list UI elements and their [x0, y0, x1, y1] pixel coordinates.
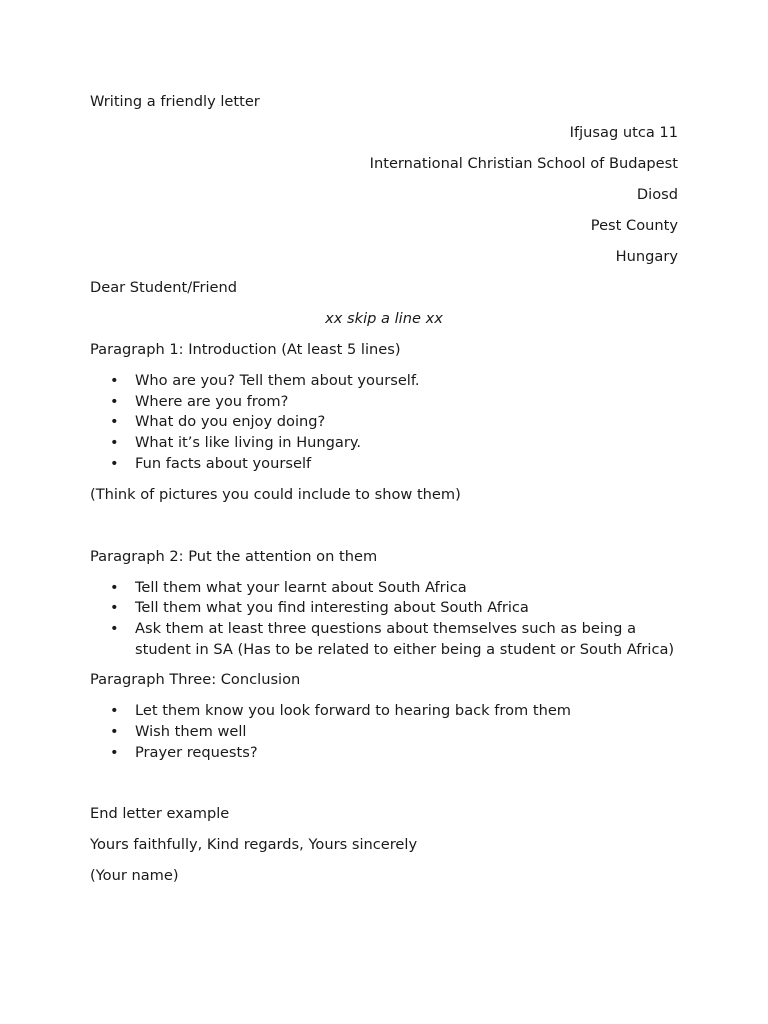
paragraph1-list [90, 371, 678, 475]
list-item-text: Tell them what your learnt about South Africa [135, 578, 467, 596]
blank-line [90, 773, 678, 804]
list-item [90, 433, 678, 454]
bullet-icon: • [110, 702, 119, 720]
address-block [90, 123, 678, 267]
document-page [90, 92, 678, 897]
paragraph3-heading: Paragraph Three: Conclusion [90, 671, 301, 689]
bullet-icon: • [110, 743, 119, 761]
paragraph1-heading: Paragraph 1: Introduction (At least 5 lines) [90, 341, 401, 358]
list-item-text: What do you enjoy doing? [135, 413, 326, 431]
list-item-text: Prayer requests? [135, 743, 258, 761]
address-line-county: Pest County [590, 217, 678, 234]
paragraph2-list [90, 578, 678, 661]
bullet-icon: • [110, 723, 119, 741]
paragraph3-list [90, 701, 678, 763]
bullet-icon: • [110, 392, 119, 410]
address-line-town: Diosd [636, 186, 678, 203]
list-item [90, 722, 678, 743]
list-item [90, 701, 678, 722]
list-item-text: Ask them at least three questions about themselves such as being a student in SA (Has to be related to either being a student or South Africa) [135, 619, 675, 658]
address-line-school: International Christian School of Budapest [369, 155, 678, 172]
list-item [90, 454, 678, 475]
address-line-street: Ifjusag utca 11 [569, 124, 678, 141]
list-item-text: Let them know you look forward to hearing back from them [135, 702, 572, 720]
blank-line [90, 516, 678, 547]
signature-placeholder: (Your name) [90, 867, 179, 885]
paragraph2-heading: Paragraph 2: Put the attention on them [90, 547, 378, 565]
list-item [90, 578, 678, 599]
bullet-icon: • [110, 619, 119, 637]
paragraph1-note: (Think of pictures you could include to show them) [90, 485, 461, 503]
address-line-country: Hungary [615, 248, 678, 265]
skip-line-note: xx skip a line xx [325, 310, 443, 327]
bullet-icon: • [110, 454, 119, 472]
list-item [90, 371, 678, 392]
bullet-icon: • [110, 413, 119, 431]
list-item-text: Wish them well [135, 723, 247, 741]
bullet-icon: • [110, 434, 119, 452]
list-item [90, 743, 678, 764]
list-item [90, 598, 678, 619]
document-title: Writing a friendly letter [90, 93, 260, 110]
end-letter-heading: End letter example [90, 805, 230, 823]
list-item-text: What it’s like living in Hungary. [135, 434, 362, 452]
list-item [90, 392, 678, 413]
list-item [90, 412, 678, 433]
list-item-text: Where are you from? [135, 392, 289, 410]
bullet-icon: • [110, 599, 119, 617]
list-item [90, 619, 678, 660]
bullet-icon: • [110, 578, 119, 596]
list-item-text: Tell them what you find interesting about South Africa [135, 599, 529, 617]
greeting: Dear Student/Friend [90, 279, 238, 296]
list-item-text: Fun facts about yourself [135, 454, 312, 472]
bullet-icon: • [110, 372, 119, 389]
closing-examples: Yours faithfully, Kind regards, Yours sincerely [90, 836, 418, 854]
list-item-text: Who are you? Tell them about yourself. [135, 372, 420, 389]
